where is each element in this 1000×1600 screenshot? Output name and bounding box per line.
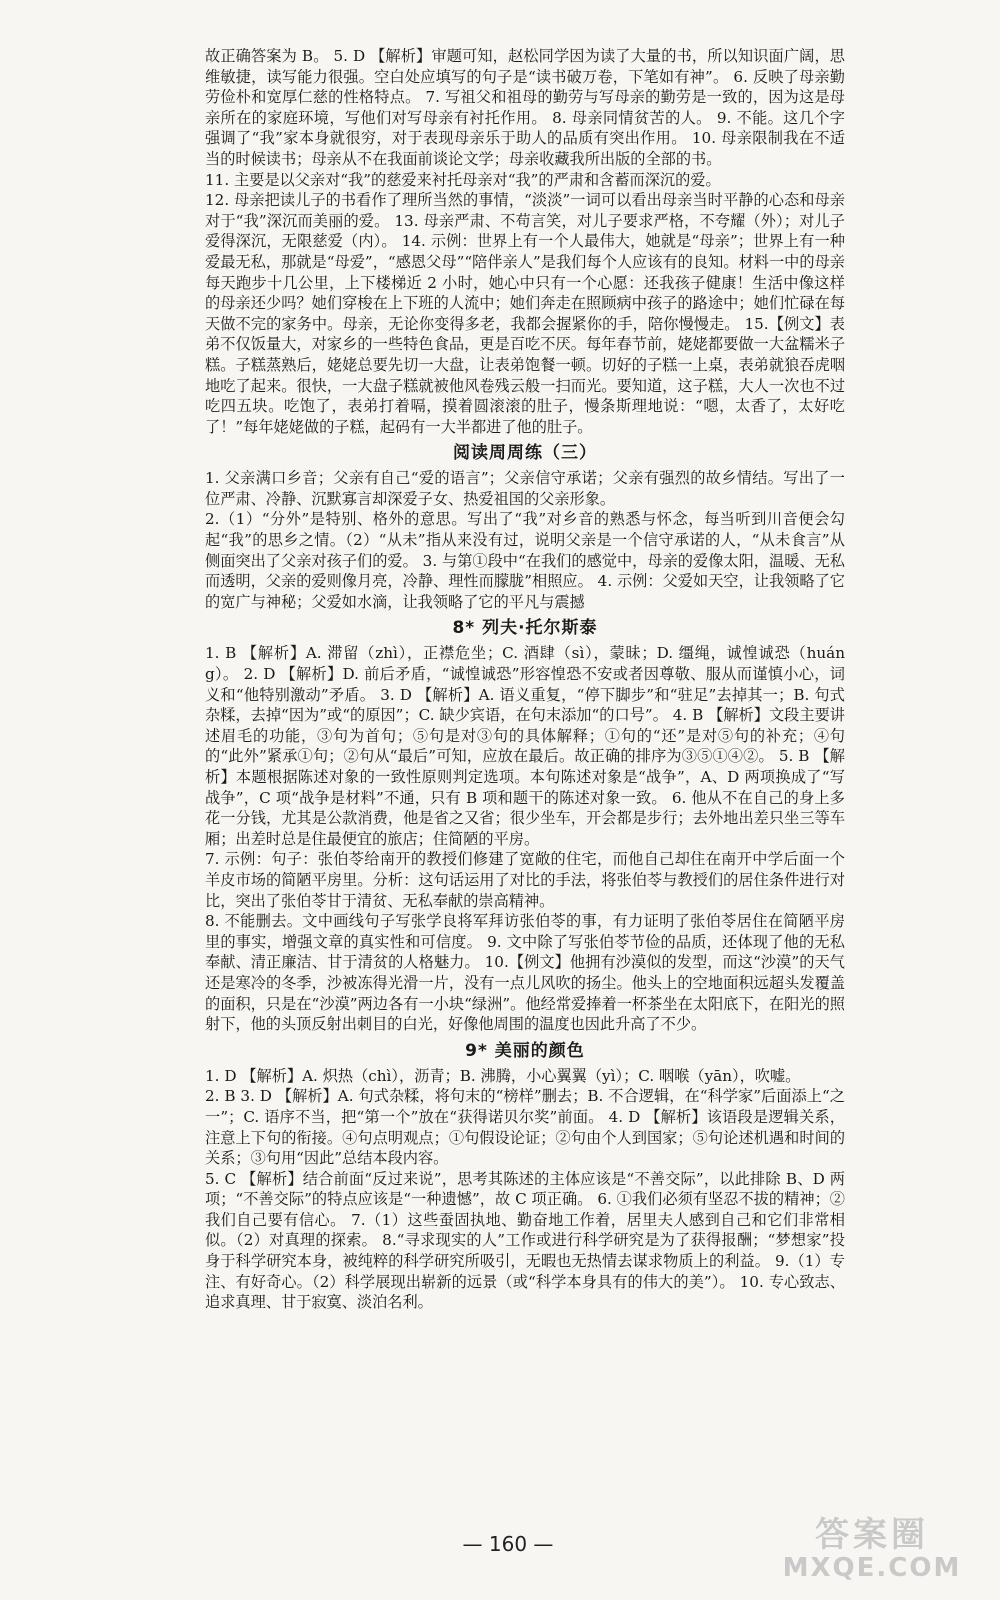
paragraph: 2.（1）“分外”是特别、格外的意思。写出了“我”对乡音的熟悉与怀念，每当听到川音便会勾起“我”的思乡之情。（2）“从未”指从来没有过，说明父亲是一个信守承诺的人，“从未食言”从侧面突出了父亲对孩子们的爱。 3. 与第①段中“在我们的感觉中，母亲的爱像太阳，温暖、无私而透明，父亲的爱则像月亮，冷静、理性而朦胧”相照应。 4. 示例：父爱如天空，让我领略了它的宽广与神秘；父爱如水滴，让我领略了它的平凡与震撼 [205,510,845,611]
watermark-logo [772,1516,972,1586]
watermark-line: 答案圈 [815,1515,929,1555]
section-reading-weekly-3 [205,442,845,612]
paragraph: 5. C 【解析】结合前面“反过来说”，思考其陈述的主体应该是“不善交际”，以此排除 B、D 两项；“不善交际”的特点应该是“一种遗憾”，故 C 项正确。 6. ①我们必须有坚忍不拔的精神；②我们自己要有信心。 7.（1）这些蚕固执地、勤奋地工作着，居里夫人感到自己和它们非常相似。（2）对真理的探索。 8.“寻求现实的人”工作或进行科学研究是为了获得报酬；“梦想家”投身于科学研究本身，被纯粹的科学研究所吸引，无暇也无热情去谋求物质上的利益。 9.（1）专注、有好奇心。（2）科学展现出崭新的远景（或“科学本身具有的伟大的美”）。 10. 专心致志、追求真理、甘于寂寞、淡泊名利。 [205,1169,845,1312]
paragraph: 7. 示例：句子：张伯苓给南开的教授们修建了宽敞的住宅，而他自己却住在南开中学后面一个羊皮市场的简陋平房里。分析：这句话运用了对比的手法，将张伯苓与教授们的居住条件进行对比，突出了张伯苓甘于清贫、无私奉献的崇高精神。 [205,850,845,910]
watermark-line: MXQE.COM [782,1553,962,1583]
section-heading: 阅读周周练（三） [453,443,597,464]
page-number: — 160 — [462,1532,554,1556]
paragraph: 1. 父亲满口乡音；父亲有自己“爱的语言”；父亲信守承诺；父亲有强烈的故乡情结。写出了一位严肃、冷静、沉默寡言却深爱子女、热爱祖国的父亲形象。 [205,469,845,508]
paragraph: 1. B 【解析】A. 滞留（zhì），正襟危坐；C. 酒肆（sì），蒙昧；D. 缰绳，诚惶诚恐（huáng）。 2. D 【解析】D. 前后矛盾，“诚惶诚恐”形容惶恐不安或者因尊敬、服从而谨慎小心，词义和“他特别激动”矛盾。 3. D 【解析】A. 语义重复，“停下脚步”和“驻足”去掉其一；B. 句式杂糅，去掉“因为”或“的原因”；C. 缺少宾语，在句末添加“的口号”。 4. B 【解析】文段主要讲述眉毛的功能，③句为首句；⑤句是对③句的具体解释；①句的“还”是对⑤句的补充；④句的“此外”紧承①句；②句从“最后”可知，应放在最后。故正确的排序为③⑤①④②。 5. B 【解析】本题根据陈述对象的一致性原则判定选项。本句陈述对象是“战争”，A、D 两项换成了“写战争”，C 项“战争是材料”不通，只有 B 项和题干的陈述对象一致。 6. 他从不在自己的身上多花一分钱，尤其是公款消费，他是省之又省；很少坐车，开会都是步行；去外地出差只坐三等车厢；出差时总是住最便宜的旅店；住简陋的平房。 [205,644,845,848]
section-continued [205,46,845,437]
section-tolstoy [205,617,845,1034]
paragraph: 2. B 3. D 【解析】A. 句式杂糅，将句末的“榜样”删去；B. 不合逻辑，在“科学家”后面添上“之一”；C. 语序不当，把“第一个”放在“获得诺贝尔奖”前面。 4. D 【解析】该语段是逻辑关系，注意上下句的衔接。④句点明观点；①句假设论证；②句由个人到国家；⑤句论述机遇和时间的关系；③句用“因此”总结本段内容。 [205,1087,845,1168]
paragraph: 8. 不能删去。文中画线句子写张学良将军拜访张伯苓的事，有力证明了张伯苓居住在简陋平房里的事实，增强文章的真实性和可信度。 9. 文中除了写张伯苓节俭的品质，还体现了他的无私奉献、清正廉洁、甘于清贫的人格魅力。 10.【例文】他拥有沙漠似的发型，而这“沙漠”的天气还是寒冷的冬季，沙被冻得光滑一片，没有一点儿风吹的扬尘。他头上的空地面积远超头发覆盖的面积，只是在“沙漠”两边各有一小块“绿洲”。他经常爱捧着一杯茶坐在太阳底下，在阳光的照射下，他的头顶反射出刺目的白光，好像他周围的温度也因此升高了不少。 [205,912,845,1034]
paragraph: 1. D 【解析】A. 炽热（chì），沥青；B. 沸腾，小心翼翼（yì）；C. 咽喉（yān），吹嘘。 [205,1066,801,1085]
section-heading: 9* 美丽的颜色 [465,1040,585,1061]
section-beautiful-color [205,1040,845,1313]
section-heading: 8* 列夫·托尔斯泰 [452,618,598,639]
paragraph: 12. 母亲把读儿子的书看作了理所当然的事情，“淡淡”一词可以看出母亲当时平静的心态和母亲对于“我”深沉而美丽的爱。 13. 母亲严肃、不苟言笑，对儿子要求严格，不夸耀（外）；对儿子爱得深沉，无限慈爱（内）。 14. 示例：世界上有一个人最伟大，她就是“母亲”；世界上有一种爱最无私，那就是“母爱”，“感恩父母”“陪伴亲人”是我们每个人应该有的良知。材料一中的母亲每天跑步十几公里，上下楼梯近 2 小时，她心中只有一个心愿：还我孩子健康！生活中像这样的母亲还少吗？她们穿梭在上下班的人流中；她们奔走在照顾病中孩子的路途中；她们忙碌在每天做不完的家务中。母亲，无论你变得多老，我都会握紧你的手，陪你慢慢走。 15.【例文】表弟不仅饭量大，对家乡的一些特色食品，更是百吃不厌。每年春节前，姥姥都要做一大盆糯米子糕。子糕蒸熟后，姥姥总要先切一大盘，让表弟饱餐一顿。切好的子糕一上桌，表弟就狼吞虎咽地吃了起来。很快，一大盘子糕就被他风卷残云般一扫而光。要知道，这子糕，大人一次也不过吃四五块。吃饱了，表弟打着嗝，摸着圆滚滚的肚子，慢条斯理地说：“嗯，太香了，太好吃了！”每年姥姥做的子糕，起码有一大半都进了他的肚子。 [205,191,845,436]
paragraph: 故正确答案为 B。 5. D 【解析】审题可知，赵松同学因为读了大量的书，所以知识面广阔，思维敏捷，读写能力很强。空白处应填写的句子是“读书破万卷，下笔如有神”。 6. 反映了母亲勤劳俭朴和宽厚仁慈的性格特点。 7. 写祖父和祖母的勤劳与写母亲的勤劳是一致的，因为这是母亲所在的家庭环境，写他们对写母亲有衬托作用。 8. 母亲同情贫苦的人。 9. 不能。这几个字强调了“我”家本身就很穷，对于表现母亲乐于助人的品质有突出作用。 10. 母亲限制我在不适当的时候读书；母亲从不在我面前谈论文学；母亲收藏我所出版的全部的书。 [205,47,845,168]
paragraph: 11. 主要是以父亲对“我”的慈爱来衬托母亲对“我”的严肃和含蓄而深沉的爱。 [205,170,721,189]
answer-page-content [205,46,845,1313]
